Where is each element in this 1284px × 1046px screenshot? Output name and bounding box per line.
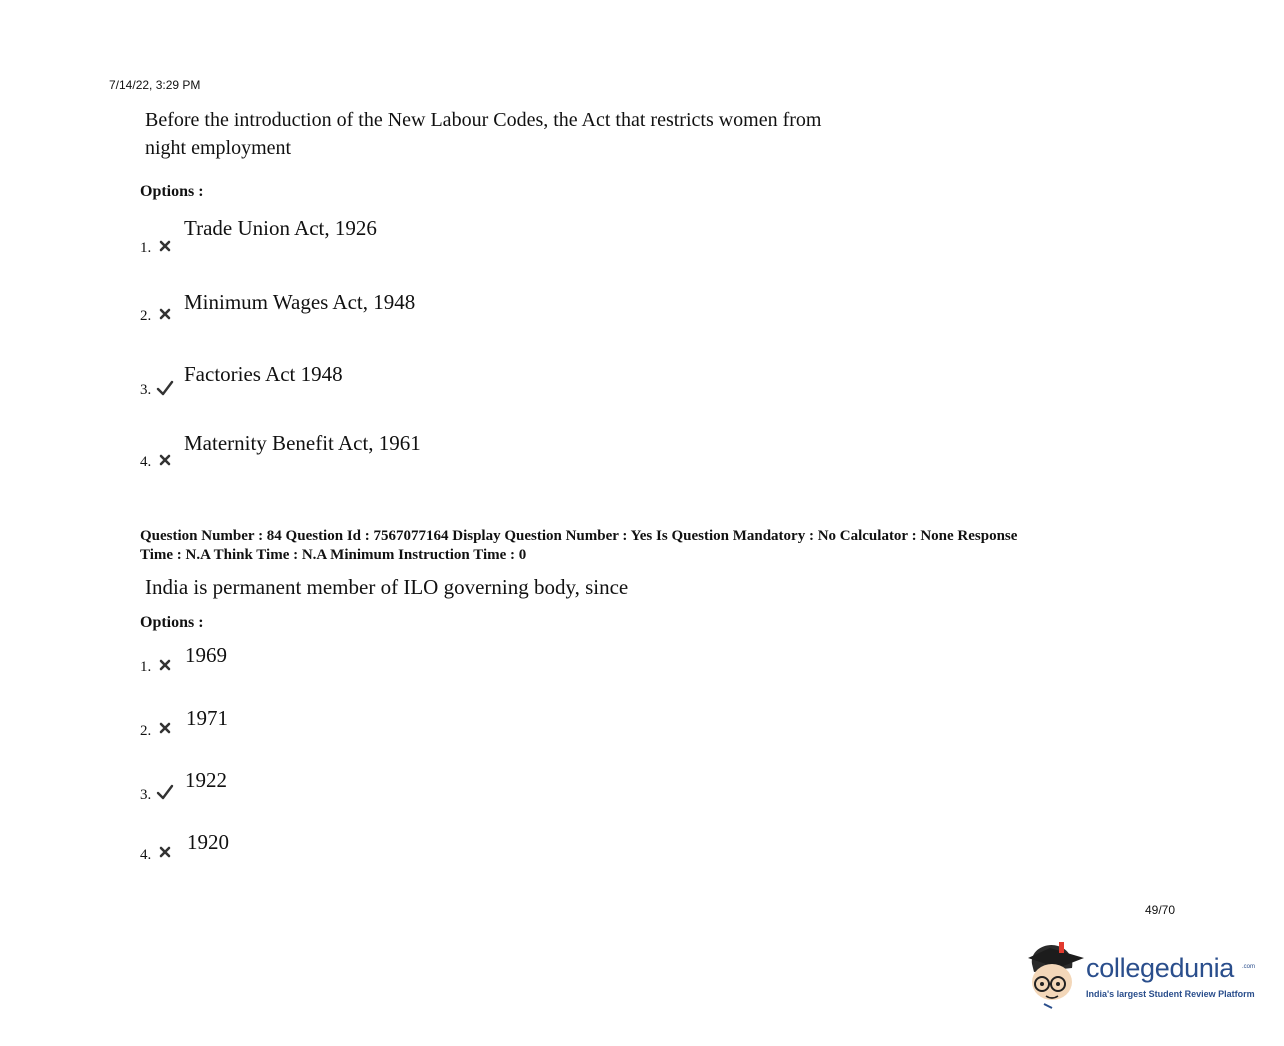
cross-icon [158,658,172,672]
logo-tagline: India's largest Student Review Platform [1086,989,1255,999]
option-text: 1969 [185,643,227,667]
option-text: Minimum Wages Act, 1948 [184,290,416,314]
check-icon [156,784,174,800]
cross-icon [158,845,172,859]
option-text: 1971 [186,706,228,730]
options-label: Options : [140,183,204,200]
question-1-text [145,106,821,162]
option-text: Trade Union Act, 1926 [184,216,377,240]
question-meta [140,527,1200,565]
logo-wordmark: collegedunia [1086,953,1235,983]
option-number: 2. [140,723,152,739]
question-meta-line-2: Time : N.A Think Time : N.A Minimum Instruction Time : 0 [140,547,527,563]
print-timestamp: 7/14/22, 3:29 PM [109,78,201,92]
logo-domain-suffix: .com [1242,964,1256,970]
page-number: 49/70 [1145,903,1176,917]
question-1-line-1: Before the introduction of the New Labour Codes, the Act that restricts women from [145,109,822,131]
cross-icon [158,721,172,735]
option-text: 1922 [185,768,227,792]
question-meta-line-1: Question Number : 84 Question Id : 7567077164 Display Question Number : Yes Is Question Mandatory : No Calculator : None Response [140,528,1018,544]
option-number: 4. [140,847,152,863]
option-text: Factories Act 1948 [184,362,343,386]
collegedunia-mascot-icon [1022,938,1086,1010]
option-number: 3. [140,787,152,803]
option-number: 3. [140,382,152,398]
cross-icon [158,453,172,467]
cross-icon [158,307,172,321]
option-text: 1920 [187,830,229,854]
option-number: 2. [140,308,152,324]
question-2-text: India is permanent member of ILO governing body, since [145,575,629,599]
options-label: Options : [140,614,204,631]
cross-icon [158,239,172,253]
option-number: 1. [140,659,152,675]
option-number: 4. [140,454,152,470]
option-text: Maternity Benefit Act, 1961 [184,431,421,455]
option-number: 1. [140,240,152,256]
check-icon [156,380,174,396]
question-1-line-2: night employment [145,137,292,159]
